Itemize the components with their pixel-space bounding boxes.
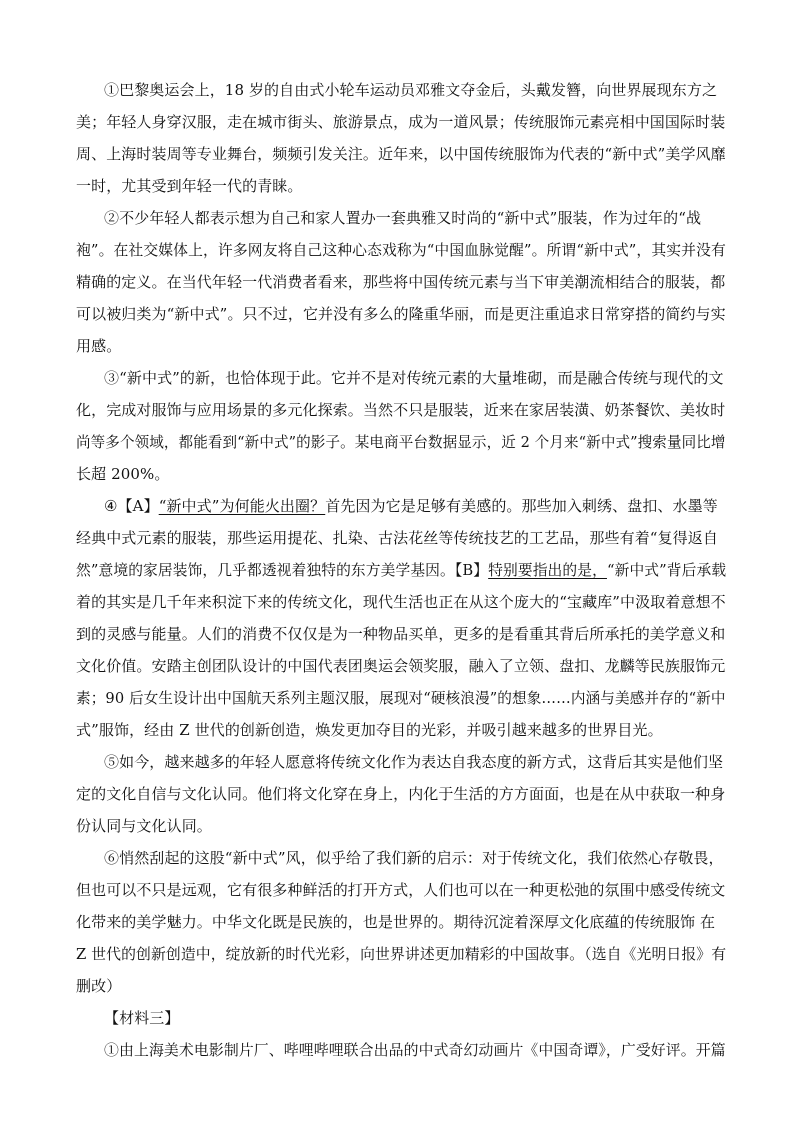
underlined-question: “新中式”为何能火出圈？ xyxy=(158,497,326,515)
underlined-phrase: 特别要指出的是， xyxy=(488,561,607,579)
paragraph-line: ①由上海美术电影制片厂、哔哩哔哩联合出品的中式奇幻动画片《中国奇谭》，广受好评。开篇 xyxy=(104,1041,726,1059)
paragraph-line: 化带来的美学魅力。中华文化既是民族的，也是世界的。期待沉淀着深厚文化底蕴的传统服饰 在 xyxy=(76,913,716,931)
paragraph-line: 文化价值。安踏主创团队设计的中国代表团奥运会领奖服，融入了立领、盘扣、龙麟等民族服饰元 xyxy=(76,657,726,675)
paragraph-line: 经典中式元素的服装，那些运用提花、扎染、古法花丝等传统技艺的工艺品，那些有着“复得返自 xyxy=(76,529,718,547)
paragraph-line: 尚等多个领域，都能看到“新中式”的影子。某电商平台数据显示，近 2 个月来“新中式”搜索量同比增 xyxy=(76,433,726,451)
paragraph-line: 着的其实是几千年来积淀下来的传统文化，现代生活也正在从这个庞大的“宝藏库”中汲取着意想不 xyxy=(76,593,726,611)
line-text: 首先因为它是足够有美感的。那些加入刺绣、盘扣、水墨等 xyxy=(325,497,718,515)
paragraph-line: 份认同与文化认同。 xyxy=(76,817,212,835)
paragraph-line: 精确的定义。在当代年轻一代消费者看来，那些将中国传统元素与当下审美潮流相结合的服装，都 xyxy=(76,273,726,291)
paragraph-line: ③“新中式”的新，也恰体现于此。它并不是对传统元素的大量堆砌，而是融合传统与现代的文 xyxy=(104,369,724,387)
paragraph-line: 可以被归类为“新中式”。只不过，它并没有多么的隆重华丽，而是更注重追求日常穿搭的简约与实 xyxy=(76,305,726,323)
paragraph-line: 用感。 xyxy=(76,337,122,355)
paragraph-line: 化，完成对服饰与应用场景的多元化探索。当然不只是服装，近来在家居装潢、奶茶餐饮、美妆时 xyxy=(76,401,726,419)
paragraph-line: 素；90 后女生设计出中国航天系列主题汉服，展现对“硬核浪漫”的想象……内涵与美感并存的“新中 xyxy=(76,689,726,707)
section-heading: 【材料三】 xyxy=(104,1009,180,1027)
paragraph-line: 长超 200%。 xyxy=(76,465,170,483)
paragraph-line: ②不少年轻人都表示想为自己和家人置办一套典雅又时尚的“新中式”服装，作为过年的“战 xyxy=(104,209,702,227)
paragraph-line xyxy=(104,496,718,516)
paragraph-line: 到的灵感与能量。人们的消费不仅仅是为一种物品买单，更多的是看重其背后所承托的美学意义和 xyxy=(76,625,726,643)
line-text: “新中式”背后承载 xyxy=(606,561,727,579)
paragraph-line: 袍”。在社交媒体上，许多网友将自己这种心态戏称为“中国血脉觉醒”。所谓“新中式”，其实并没有 xyxy=(76,241,726,259)
paragraph-line: 删改） xyxy=(76,977,122,995)
paragraph-line: 但也可以不只是远观，它有很多种鲜活的打开方式，人们也可以在一种更松弛的氛围中感受传统文 xyxy=(76,881,726,899)
paragraph-line: 式”服饰，经由 Z 世代的创新创造，焕发更加夺目的光彩，并吸引越来越多的世界目光。 xyxy=(76,721,663,739)
paragraph-line: 美；年轻人身穿汉服，走在城市街头、旅游景点，成为一道风景；传统服饰元素亮相中国国际时装 xyxy=(76,113,726,131)
marker-a: ④【A】 xyxy=(104,497,159,515)
paragraph-line: Z 世代的创新创造中，绽放新的时代光彩，向世界讲述更加精彩的中国故事。（选自《光明日报》有 xyxy=(76,945,727,963)
paragraph-line: 一时，尤其受到年轻一代的青睐。 xyxy=(76,177,303,195)
paragraph-line: ⑤如今，越来越多的年轻人愿意将传统文化作为表达自我态度的新方式，这背后其实是他们坚 xyxy=(104,753,724,771)
paragraph-line: 定的文化自信与文化认同。他们将文化穿在身上，内化于生活的方方面面，也是在从中获取一种身 xyxy=(76,785,726,803)
paragraph-line: ⑥悄然刮起的这股“新中式”风，似乎给了我们新的启示：对于传统文化，我们依然心存敬畏， xyxy=(104,849,724,867)
paragraph-line xyxy=(76,560,726,580)
line-text: 然”意境的家居装饰，几乎都透视着独特的东方美学基因。【B】 xyxy=(76,561,489,579)
paragraph-line: ①巴黎奥运会上，18 岁的自由式小轮车运动员邓雅文夺金后，头戴发簪，向世界展现东方之 xyxy=(104,81,718,99)
paragraph-line: 周、上海时装周等专业舞台，频频引发关注。近年来，以中国传统服饰为代表的“新中式”美学风靡 xyxy=(76,145,726,163)
